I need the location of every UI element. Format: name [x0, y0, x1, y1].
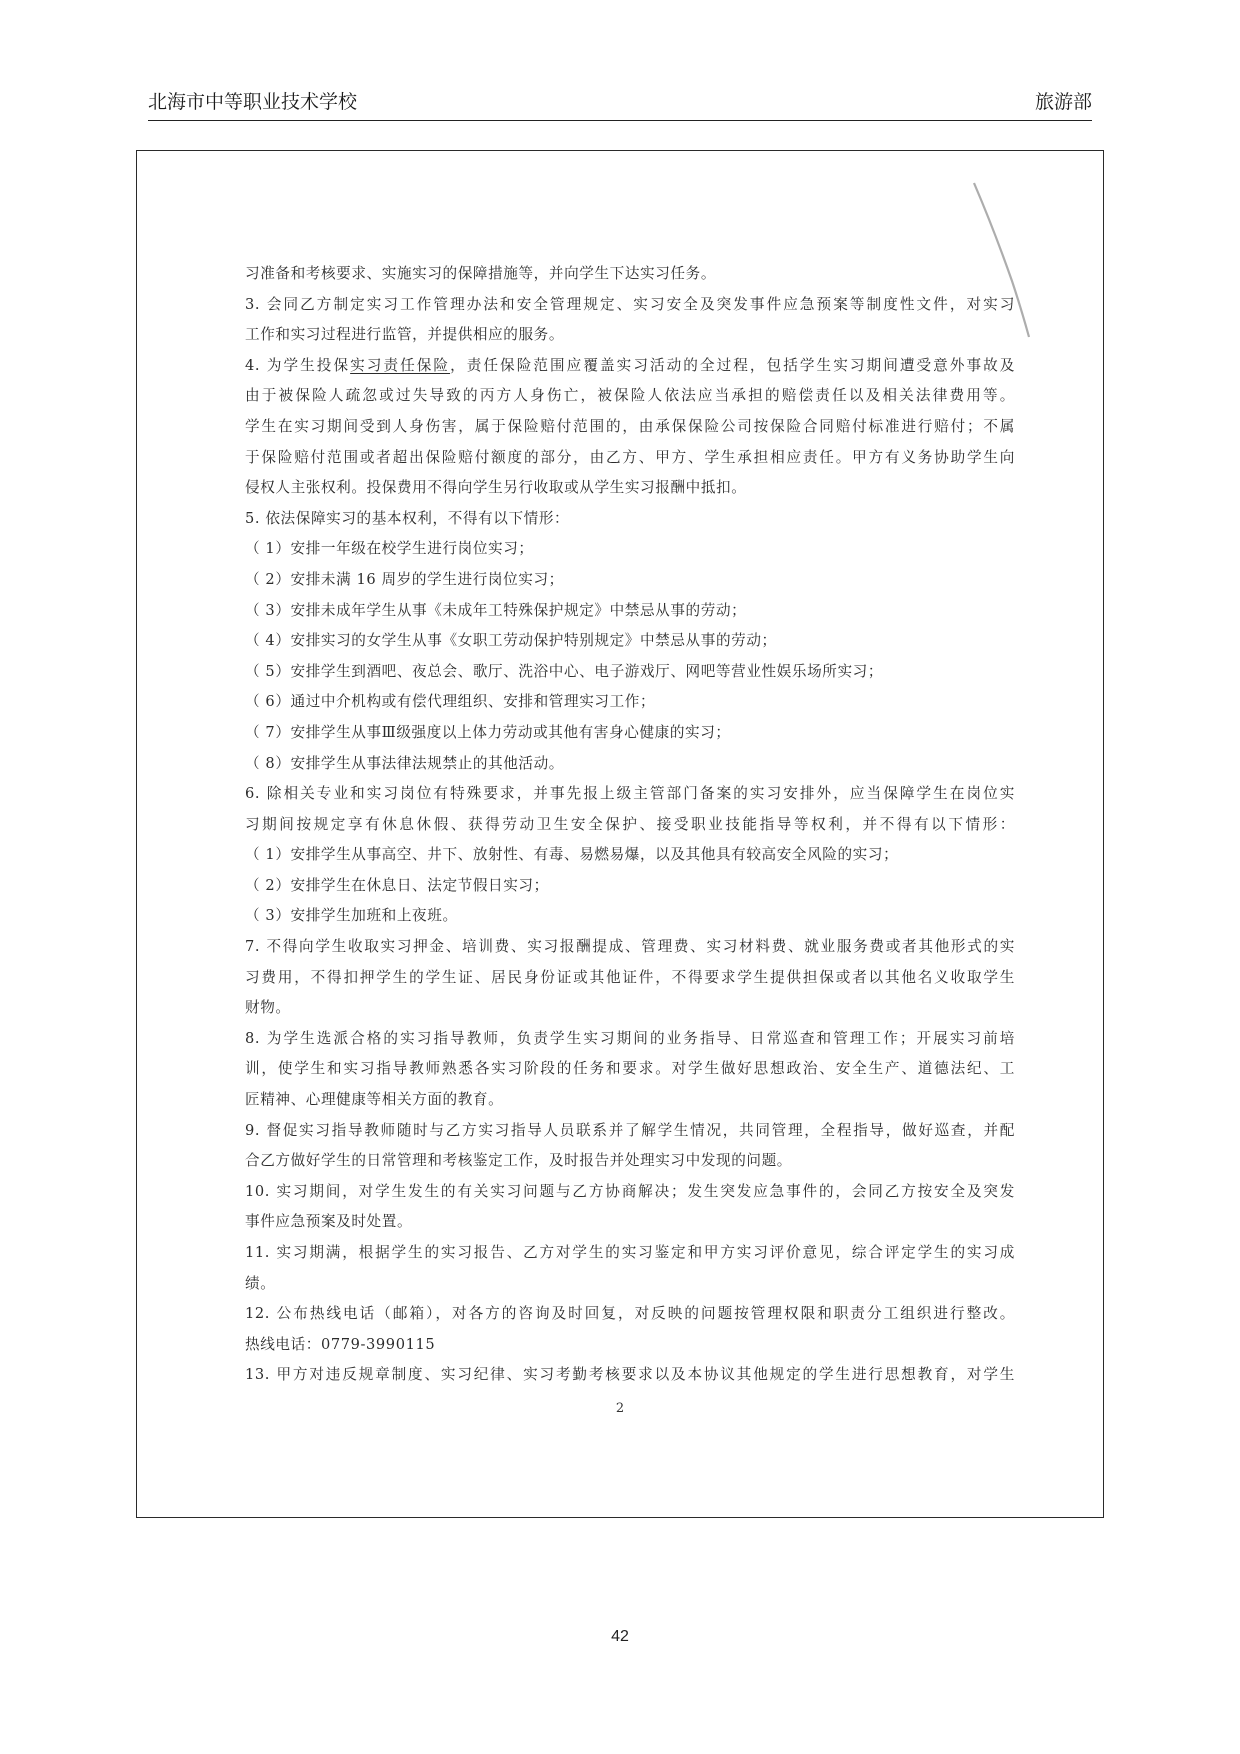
document-line: （ 6）通过中介机构或有偿代理组织、安排和管理实习工作； — [245, 693, 656, 711]
page-number: 42 — [611, 1628, 629, 1645]
scanned-page — [136, 150, 1104, 1518]
document-line: 9. 督促实习指导教师随时与乙方实习指导人员联系并了解学生情况，共同管理，全程指导，做好巡查，并配 — [245, 1121, 1015, 1139]
page-header — [148, 86, 1092, 121]
document-line: 匠精神、心理健康等相关方面的教育。 — [245, 1091, 504, 1109]
document-line: 习准备和考核要求、实施实习的保障措施等，并向学生下达实习任务。 — [245, 265, 717, 282]
document-line: 侵权人主张权利。投保费用不得向学生另行收取或从学生实习报酬中抵扣。 — [245, 479, 747, 497]
document-line: 财物。 — [245, 999, 291, 1017]
document-line: （ 2）安排学生在休息日、法定节假日实习； — [245, 876, 549, 894]
document-line: 13. 甲方对违反规章制度、实习纪律、实习考勤考核要求以及本协议其他规定的学生进行思想教育，对学生 — [245, 1366, 1015, 1384]
document-line: 6. 除相关专业和实习岗位有特殊要求，并事先报上级主管部门备案的实习安排外，应当保障学生在岗位实 — [245, 785, 1015, 803]
document-line: （ 7）安排学生从事Ⅲ级强度以上体力劳动或其他有害身心健康的实习； — [245, 723, 731, 741]
document-line: 习费用，不得扣押学生的学生证、居民身份证或其他证件，不得要求学生提供担保或者以其他名义收取学生 — [245, 968, 1015, 986]
document-line: （ 2）安排未满 16 周岁的学生进行岗位实习； — [245, 570, 564, 588]
document-line: 于保险赔付范围或者超出保险赔付额度的部分，由乙方、甲方、学生承担相应责任。甲方有义务协助学生向 — [245, 448, 1015, 466]
document-line: （ 5）安排学生到酒吧、夜总会、歌厅、洗浴中心、电子游戏厅、网吧等营业性娱乐场所实习； — [245, 662, 884, 680]
scanned-page-number: 2 — [615, 1401, 625, 1416]
document-line: 事件应急预案及时处置。 — [245, 1213, 413, 1231]
document-line: 5. 依法保障实习的基本权利，不得有以下情形： — [245, 509, 570, 527]
document-line: （ 1）安排一年级在校学生进行岗位实习； — [245, 540, 534, 558]
document-line: 热线电话：0779-3990115 — [245, 1335, 436, 1353]
department-name: 旅游部 — [1034, 91, 1092, 113]
document-line: 11. 实习期满，根据学生的实习报告、乙方对学生的实习鉴定和甲方实习评价意见，综合评定学生的实习成 — [245, 1244, 1015, 1261]
document-line: 工作和实习过程进行监管，并提供相应的服务。 — [245, 326, 565, 344]
line-segment: ，责任保险范围应覆盖实习活动的全过程，包括学生实习期间遭受意外事故及 — [450, 356, 1015, 374]
document-line — [245, 351, 1015, 382]
document-line: （ 8）安排学生从事法律法规禁止的其他活动。 — [245, 754, 565, 772]
document-line: 习期间按规定享有休息休假、获得劳动卫生安全保护、接受职业技能指导等权利，并不得有以下情形： — [245, 815, 1015, 833]
document-line: （ 4）安排实习的女学生从事《女职工劳动保护特别规定》中禁忌从事的劳动； — [245, 632, 777, 650]
document-line: 由于被保险人疏忽或过失导致的丙方人身伤亡，被保险人依法应当承担的赔偿责任以及相关法律费用等。 — [245, 387, 1015, 405]
document-line: （ 3）安排学生加班和上夜班。 — [245, 907, 458, 925]
document-body — [245, 259, 1015, 1391]
document-line: 10. 实习期间，对学生发生的有关实习问题与乙方协商解决；发生突发应急事件的，会同乙方按安全及突发 — [245, 1182, 1015, 1200]
school-name: 北海市中等职业技术学校 — [148, 91, 358, 113]
document-line: 训，使学生和实习指导教师熟悉各实习阶段的任务和要求。对学生做好思想政治、安全生产、道德法纪、工 — [245, 1060, 1015, 1078]
document-line: （ 1）安排学生从事高空、井下、放射性、有毒、易燃易爆，以及其他具有较高安全风险的实习； — [245, 846, 899, 864]
document-line: 12. 公布热线电话（邮箱），对各方的咨询及时回复，对反映的问题按管理权限和职责分工组织进行整改。 — [245, 1305, 1015, 1323]
underlined-term: 实习责任保险 — [350, 356, 451, 374]
document-line: 绩。 — [245, 1274, 276, 1292]
document-line: 8. 为学生选派合格的实习指导教师，负责学生实习期间的业务指导、日常巡查和管理工作；开展实习前培 — [245, 1029, 1015, 1047]
document-line: 7. 不得向学生收取实习押金、培训费、实习报酬提成、管理费、实习材料费、就业服务费或者其他形式的实 — [245, 938, 1015, 956]
document-line: 合乙方做好学生的日常管理和考核鉴定工作，及时报告并处理实习中发现的问题。 — [245, 1152, 792, 1170]
line-segment: 4. 为学生投保 — [245, 356, 351, 374]
document-line: 学生在实习期间受到人身伤害，属于保险赔付范围的，由承保保险公司按保险合同赔付标准进行赔付；不属 — [245, 417, 1015, 435]
document-line: 3. 会同乙方制定实习工作管理办法和安全管理规定、实习安全及突发事件应急预案等制度性文件，对实习 — [245, 295, 1015, 313]
document-line: （ 3）安排未成年学生从事《未成年工特殊保护规定》中禁忌从事的劳动； — [245, 601, 747, 619]
